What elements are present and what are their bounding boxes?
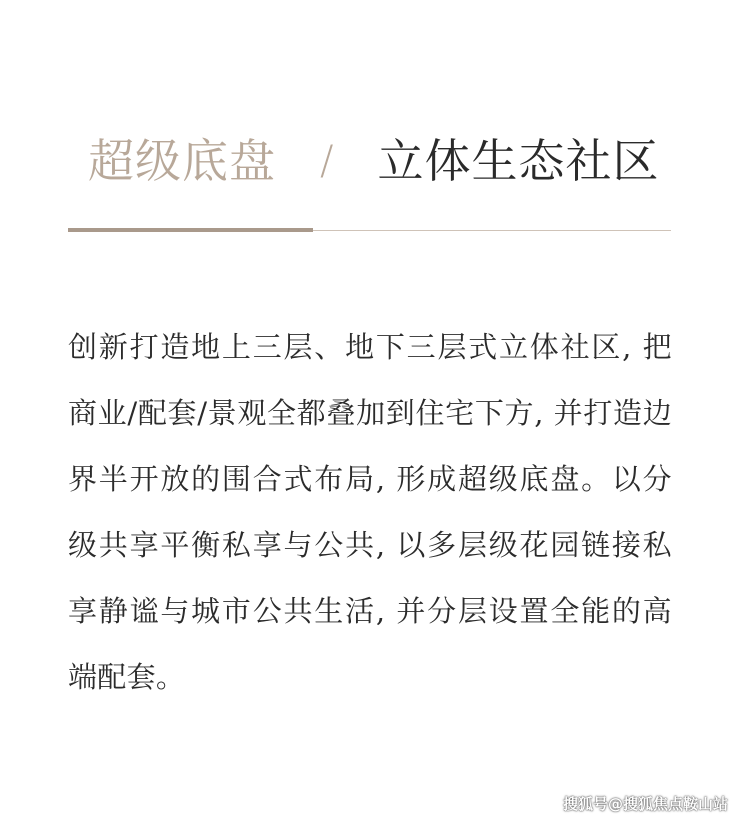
body-paragraph: 创新打造地上三层、地下三层式立体社区, 把商业/配套/景观全都叠加到住宅下方, 并打造边界半开放的围合式布局, 形成超级底盘。以分级共享平衡私享与公共, 以多层级花园链接私享静谧与城市公共生活, 并分层设置全能的高端配套。 [68,330,672,694]
title-right: 立体生态社区 [377,134,660,188]
page-title [88,128,659,194]
title-separator: / [320,138,334,184]
title-left: 超级底盘 [88,134,276,188]
watermark: 搜狐号@搜狐焦点鞍山站 [562,795,728,813]
divider-accent [68,228,313,232]
